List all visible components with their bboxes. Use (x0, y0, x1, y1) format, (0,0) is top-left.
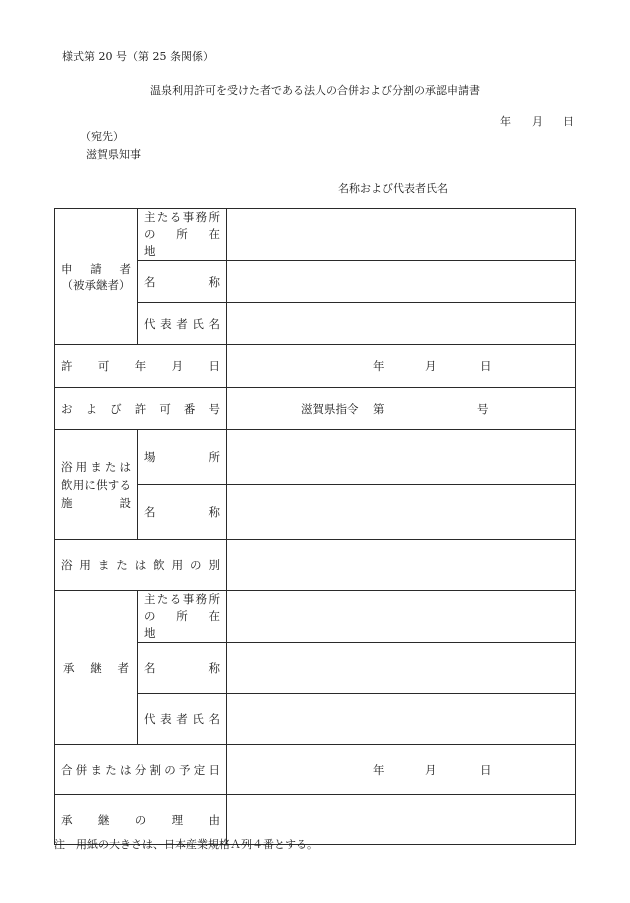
applicant-group-cell (55, 209, 138, 345)
merger-date-label: 合併または分割の予定日 (61, 762, 220, 777)
office-location-label-cell (138, 209, 232, 261)
permit-date-year-label: 年 (373, 359, 385, 373)
use-type-label-cell (55, 540, 227, 591)
permit-date-field[interactable] (227, 345, 576, 388)
office-location-field[interactable] (227, 209, 576, 261)
permit-number-go-label: 号 (477, 401, 489, 416)
permit-date-label: 許 可 年 月 日 (61, 359, 220, 373)
merger-date-day-label: 日 (480, 762, 492, 777)
permit-number-label-cell (55, 388, 227, 430)
successor-office-label-line2: の 所 在 地 (144, 609, 232, 640)
facility-group-cell (55, 430, 138, 540)
successor-office-field[interactable] (227, 591, 576, 643)
permit-number-field[interactable] (227, 388, 576, 430)
successor-group-label: 承 継 者 (63, 660, 129, 675)
date-month-label: 月 (532, 115, 543, 128)
use-type-label: 浴用または飲用の別 (61, 558, 220, 572)
successor-representative-label-cell (138, 694, 227, 745)
facility-place-field[interactable] (227, 430, 576, 485)
page-title: 温泉利用許可を受けた者である法人の合併および分割の承認申請書 (150, 84, 480, 97)
name-label-cell (138, 261, 227, 303)
name-label: 名 称 (144, 274, 220, 289)
successor-name-label: 名 称 (144, 661, 220, 675)
applicant-group-sublabel: （被承継者） (61, 277, 131, 292)
use-type-field[interactable] (227, 540, 576, 591)
representative-label-cell (138, 303, 227, 345)
permit-number-dai-label: 第 (373, 401, 385, 416)
successor-office-label-line1: 主たる事務所 (144, 592, 220, 606)
permit-number-prefix: 滋賀県指令 (301, 401, 359, 416)
application-form-table (54, 208, 576, 845)
permit-date-day-label: 日 (480, 359, 492, 373)
facility-name-label: 名 称 (144, 505, 220, 519)
name-field[interactable] (227, 261, 576, 303)
form-number: 様式第 20 号（第 25 条関係） (62, 50, 214, 63)
facility-name-field[interactable] (227, 485, 576, 540)
addressee-prefix: （宛先） (80, 130, 124, 143)
applicant-name-label: 名称および代表者氏名 (338, 182, 448, 195)
date-year-label: 年 (500, 115, 511, 128)
reason-label: 承 継 の 理 由 (61, 812, 220, 827)
permit-date-label-cell (55, 345, 227, 388)
merger-date-label-cell (55, 745, 227, 795)
representative-label: 代表者氏名 (144, 316, 220, 331)
facility-place-label: 場 所 (144, 450, 220, 464)
merger-date-month-label: 月 (425, 762, 437, 777)
permit-date-month-label: 月 (425, 359, 437, 373)
successor-representative-label: 代表者氏名 (144, 712, 220, 726)
date-day-label: 日 (563, 115, 574, 128)
facility-group-label-line3: 施 設 (61, 495, 131, 510)
merger-date-year-label: 年 (373, 762, 385, 777)
representative-field[interactable] (227, 303, 576, 345)
applicant-group-label: 申 請 者 (61, 261, 131, 276)
successor-representative-field[interactable] (227, 694, 576, 745)
successor-name-label-cell (138, 643, 227, 694)
successor-name-field[interactable] (227, 643, 576, 694)
successor-group-cell (55, 591, 138, 745)
addressee: 滋賀県知事 (86, 148, 141, 161)
facility-group-label-line2: 飲用に供する (61, 477, 131, 492)
successor-office-label-cell (138, 591, 232, 643)
merger-date-field[interactable] (227, 745, 576, 795)
facility-name-label-cell (138, 485, 227, 540)
footer-note: 注 用紙の大きさは、日本産業規格Ａ列４番とする。 (54, 838, 318, 851)
facility-group-label-line1: 浴用または (61, 459, 131, 474)
permit-number-label: および許可番号 (61, 401, 220, 416)
office-location-label-line2: の 所 在 地 (144, 227, 232, 258)
facility-place-label-cell (138, 430, 227, 485)
office-location-label-line1: 主たる事務所 (144, 210, 220, 224)
